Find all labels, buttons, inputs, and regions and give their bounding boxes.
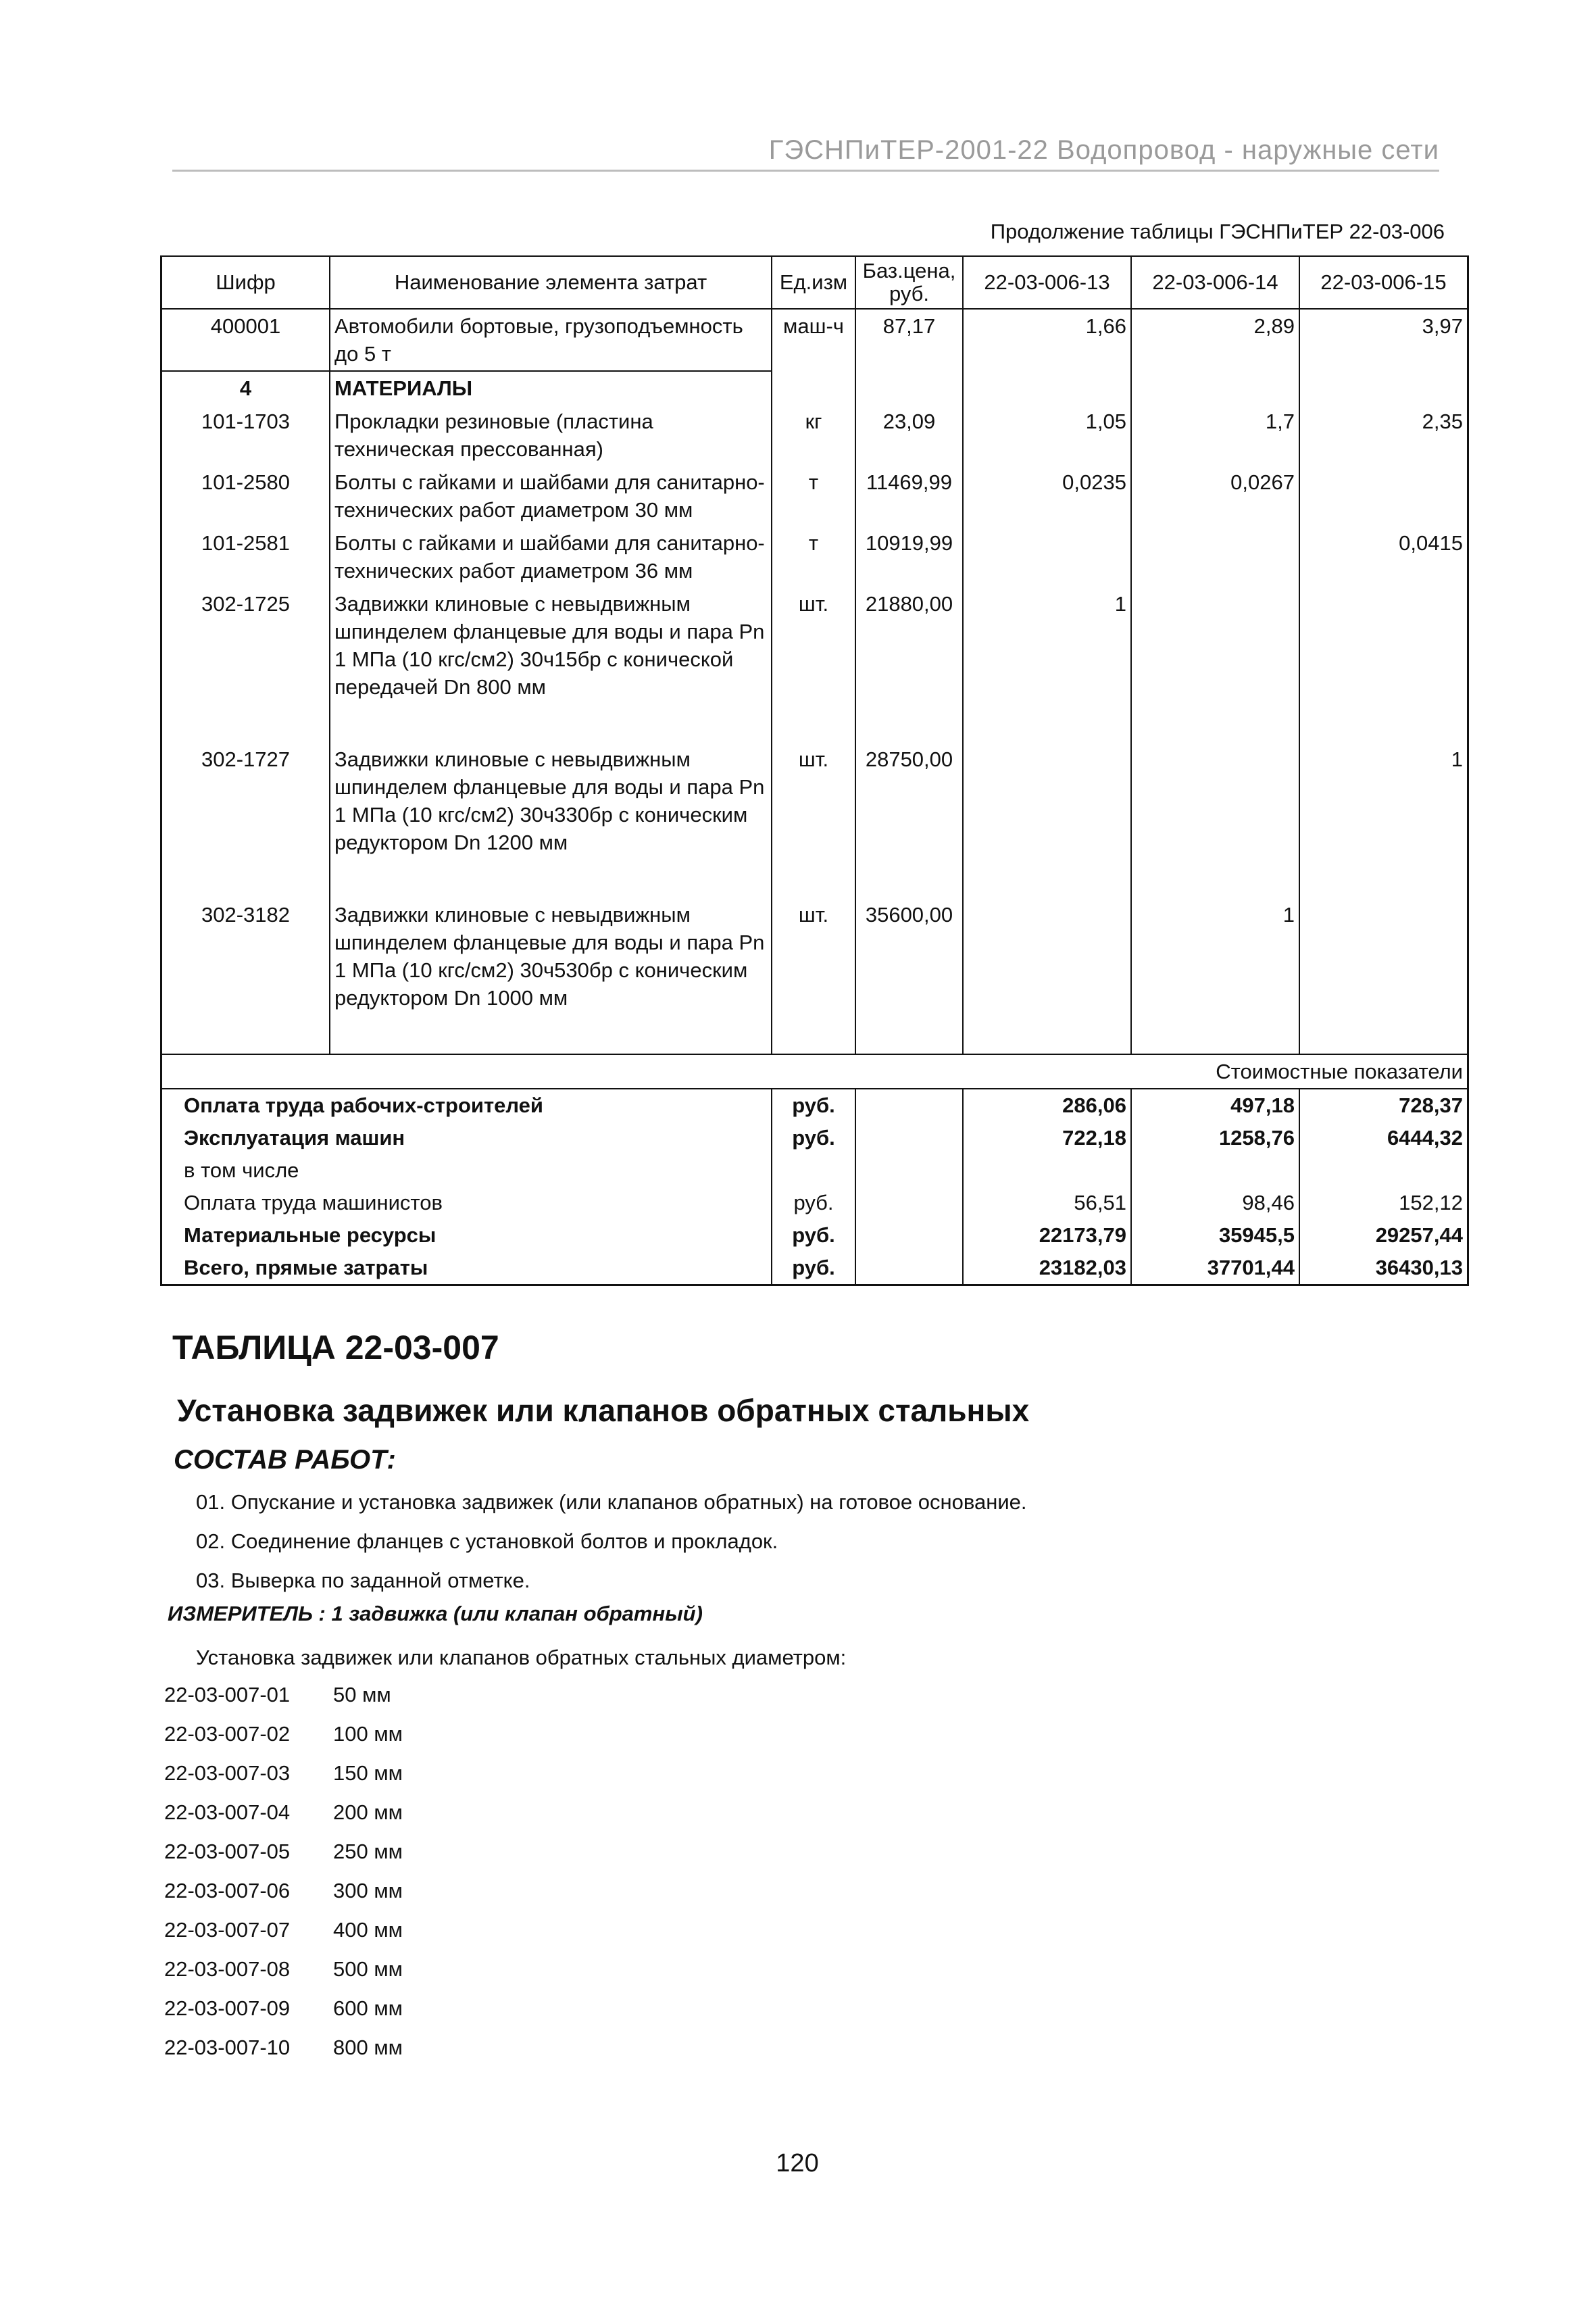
summary-unit: руб.	[772, 1089, 855, 1122]
row-value-2	[1131, 743, 1299, 859]
summary-value-1	[963, 1154, 1131, 1187]
row-unit: шт.	[772, 898, 855, 1014]
item-size: 500 мм	[333, 1957, 403, 1981]
row-code: 400001	[161, 309, 330, 371]
header-col3: 22-03-006-15	[1299, 256, 1468, 309]
summary-unit: руб.	[772, 1219, 855, 1252]
row-name: Задвижки клиновые с невыдвижным шпинделем фланцевые для воды и пара Pn 1 МПа (10 кгс/см2) 30ч530бр с коническим редуктором Dn 1000 мм	[330, 898, 772, 1014]
row-code: 302-1727	[161, 743, 330, 859]
item-size: 200 мм	[333, 1800, 403, 1824]
row-unit: маш-ч	[772, 309, 855, 371]
row-name: Болты с гайками и шайбами для санитарно-технических работ диаметром 30 мм	[330, 466, 772, 526]
row-code: 4	[161, 371, 330, 405]
summary-row	[161, 1122, 1468, 1154]
summary-value-3	[1299, 1154, 1468, 1187]
cost-section-row	[161, 1054, 1468, 1089]
summary-value-2: 35945,5	[1131, 1219, 1299, 1252]
item-code: 22-03-007-01	[164, 1683, 291, 1706]
list-item	[164, 1683, 403, 1722]
item-code: 22-03-007-05	[164, 1840, 291, 1863]
row-unit: кг	[772, 405, 855, 466]
item-code: 22-03-007-07	[164, 1918, 291, 1942]
row-unit: шт.	[772, 743, 855, 859]
row-value-3	[1299, 371, 1468, 405]
list-item	[164, 1918, 403, 1957]
item-code: 22-03-007-04	[164, 1800, 291, 1824]
row-name: Автомобили бортовые, грузоподъемность до 5 т	[330, 309, 772, 371]
summary-value-1: 286,06	[963, 1089, 1131, 1122]
row-value-3	[1299, 898, 1468, 1014]
list-item	[164, 1996, 403, 2036]
list-item	[164, 1800, 403, 1840]
row-unit: шт.	[772, 587, 855, 704]
row-name: Задвижки клиновые с невыдвижным шпинделем фланцевые для воды и пара Pn 1 МПа (10 кгс/см2) 30ч330бр с коническим редуктором Dn 1200 мм	[330, 743, 772, 859]
cost-section-title: Стоимостные показатели	[161, 1054, 1468, 1089]
items-intro: Установка задвижек или клапанов обратных стальных диаметром:	[196, 1646, 847, 1669]
summary-row	[161, 1154, 1468, 1187]
summary-label: Оплата труда рабочих-строителей	[161, 1089, 772, 1122]
summary-row	[161, 1252, 1468, 1285]
row-name: Болты с гайками и шайбами для санитарно-технических работ диаметром 36 мм	[330, 526, 772, 587]
row-name: Задвижки клиновые с невыдвижным шпинделем фланцевые для воды и пара Pn 1 МПа (10 кгс/см2) 30ч15бр с конической передачей Dn 800 мм	[330, 587, 772, 704]
table-row	[161, 466, 1468, 526]
summary-value-3: 29257,44	[1299, 1219, 1468, 1252]
row-value-1: 1,05	[963, 405, 1131, 466]
page-number: 120	[776, 2149, 819, 2177]
measure-unit: ИЗМЕРИТЕЛЬ : 1 задвижка (или клапан обратный)	[168, 1602, 703, 1625]
work-item: 03. Выверка по заданной отметке.	[196, 1569, 530, 1592]
item-code: 22-03-007-09	[164, 1996, 291, 2020]
header-col1: 22-03-006-13	[963, 256, 1131, 309]
row-value-2: 1,7	[1131, 405, 1299, 466]
row-price: 35600,00	[855, 898, 963, 1014]
item-code: 22-03-007-02	[164, 1722, 291, 1746]
row-price: 11469,99	[855, 466, 963, 526]
summary-label: Материальные ресурсы	[161, 1219, 772, 1252]
summary-value-3: 36430,13	[1299, 1252, 1468, 1285]
summary-value-2	[1131, 1154, 1299, 1187]
summary-value-1: 722,18	[963, 1122, 1131, 1154]
item-size: 300 мм	[333, 1879, 403, 1902]
row-price: 28750,00	[855, 743, 963, 859]
item-size: 600 мм	[333, 1996, 403, 2020]
header-col2: 22-03-006-14	[1131, 256, 1299, 309]
table-row	[161, 309, 1468, 371]
row-value-3: 2,35	[1299, 405, 1468, 466]
summary-value-3: 6444,32	[1299, 1122, 1468, 1154]
summary-value-1: 23182,03	[963, 1252, 1131, 1285]
row-value-1	[963, 371, 1131, 405]
running-header: ГЭСНПиТЕР-2001-22 Водопровод - наружные сети	[172, 135, 1439, 172]
row-unit: т	[772, 526, 855, 587]
table-spacer	[161, 1014, 1468, 1054]
table-row	[161, 405, 1468, 466]
continuation-label: Продолжение таблицы ГЭСНПиТЕР 22-03-006	[990, 220, 1445, 243]
row-price: 87,17	[855, 309, 963, 371]
list-item	[164, 1722, 403, 1761]
header-price: Баз.цена, руб.	[855, 256, 963, 309]
item-code: 22-03-007-10	[164, 2036, 291, 2059]
row-code: 101-2581	[161, 526, 330, 587]
item-code: 22-03-007-08	[164, 1957, 291, 1981]
summary-value-1: 56,51	[963, 1187, 1131, 1219]
row-value-1	[963, 898, 1131, 1014]
summary-value-1: 22173,79	[963, 1219, 1131, 1252]
row-code: 101-1703	[161, 405, 330, 466]
row-price: 21880,00	[855, 587, 963, 704]
list-item	[164, 1761, 403, 1800]
summary-label: Оплата труда машинистов	[161, 1187, 772, 1219]
summary-label: Эксплуатация машин	[161, 1122, 772, 1154]
list-item	[164, 1840, 403, 1879]
summary-value-2: 497,18	[1131, 1089, 1299, 1122]
row-value-2	[1131, 371, 1299, 405]
row-code: 302-1725	[161, 587, 330, 704]
work-item: 02. Соединение фланцев с установкой болтов и прокладок.	[196, 1529, 778, 1553]
item-code: 22-03-007-06	[164, 1879, 291, 1902]
summary-row	[161, 1219, 1468, 1252]
work-item: 01. Опускание и установка задвижек (или клапанов обратных) на готовое основание.	[196, 1490, 1027, 1514]
item-size: 250 мм	[333, 1840, 403, 1863]
items-list	[164, 1683, 403, 2075]
row-value-3	[1299, 466, 1468, 526]
list-item	[164, 1879, 403, 1918]
row-value-1	[963, 743, 1131, 859]
item-size: 50 мм	[333, 1683, 391, 1706]
row-value-3: 1	[1299, 743, 1468, 859]
row-value-3: 3,97	[1299, 309, 1468, 371]
row-value-2: 1	[1131, 898, 1299, 1014]
work-composition-heading: СОСТАВ РАБОТ:	[174, 1445, 396, 1475]
summary-value-2: 98,46	[1131, 1187, 1299, 1219]
summary-value-3: 152,12	[1299, 1187, 1468, 1219]
summary-row	[161, 1187, 1468, 1219]
item-size: 400 мм	[333, 1918, 403, 1942]
table-row	[161, 526, 1468, 587]
row-value-3	[1299, 587, 1468, 704]
table-row	[161, 371, 1468, 405]
summary-value-3: 728,37	[1299, 1089, 1468, 1122]
table-header-row	[161, 256, 1468, 309]
row-price: 23,09	[855, 405, 963, 466]
table-row	[161, 587, 1468, 704]
summary-unit: руб.	[772, 1187, 855, 1219]
summary-value-2: 1258,76	[1131, 1122, 1299, 1154]
row-value-1: 0,0235	[963, 466, 1131, 526]
list-item	[164, 1957, 403, 1996]
header-name: Наименование элемента затрат	[330, 256, 772, 309]
row-code: 302-3182	[161, 898, 330, 1014]
header-code: Шифр	[161, 256, 330, 309]
item-size: 150 мм	[333, 1761, 403, 1785]
row-name: Прокладки резиновые (пластина техническая прессованная)	[330, 405, 772, 466]
item-size: 100 мм	[333, 1722, 403, 1746]
row-unit: т	[772, 466, 855, 526]
row-value-2: 0,0267	[1131, 466, 1299, 526]
table-spacer	[161, 704, 1468, 743]
summary-value-2: 37701,44	[1131, 1252, 1299, 1285]
row-value-1: 1,66	[963, 309, 1131, 371]
row-value-1	[963, 526, 1131, 587]
table-row	[161, 898, 1468, 1014]
work-list	[196, 1490, 1027, 1608]
row-value-3: 0,0415	[1299, 526, 1468, 587]
summary-label: Всего, прямые затраты	[161, 1252, 772, 1285]
table-row	[161, 743, 1468, 859]
row-price	[855, 371, 963, 405]
row-code: 101-2580	[161, 466, 330, 526]
summary-label: в том числе	[161, 1154, 772, 1187]
list-item	[164, 2036, 403, 2075]
row-value-2	[1131, 526, 1299, 587]
summary-row	[161, 1089, 1468, 1122]
item-size: 800 мм	[333, 2036, 403, 2059]
summary-unit: руб.	[772, 1122, 855, 1154]
row-name: МАТЕРИАЛЫ	[330, 371, 772, 405]
row-unit	[772, 371, 855, 405]
table-spacer	[161, 859, 1468, 898]
row-value-1: 1	[963, 587, 1131, 704]
header-unit: Ед.изм	[772, 256, 855, 309]
item-code: 22-03-007-03	[164, 1761, 291, 1785]
summary-unit: руб.	[772, 1252, 855, 1285]
row-price: 10919,99	[855, 526, 963, 587]
section-subtitle: Установка задвижек или клапанов обратных стальных	[177, 1393, 1030, 1428]
row-value-2	[1131, 587, 1299, 704]
summary-unit	[772, 1154, 855, 1187]
table-heading: ТАБЛИЦА 22-03-007	[172, 1329, 499, 1367]
resource-table	[160, 255, 1469, 1286]
row-value-2: 2,89	[1131, 309, 1299, 371]
